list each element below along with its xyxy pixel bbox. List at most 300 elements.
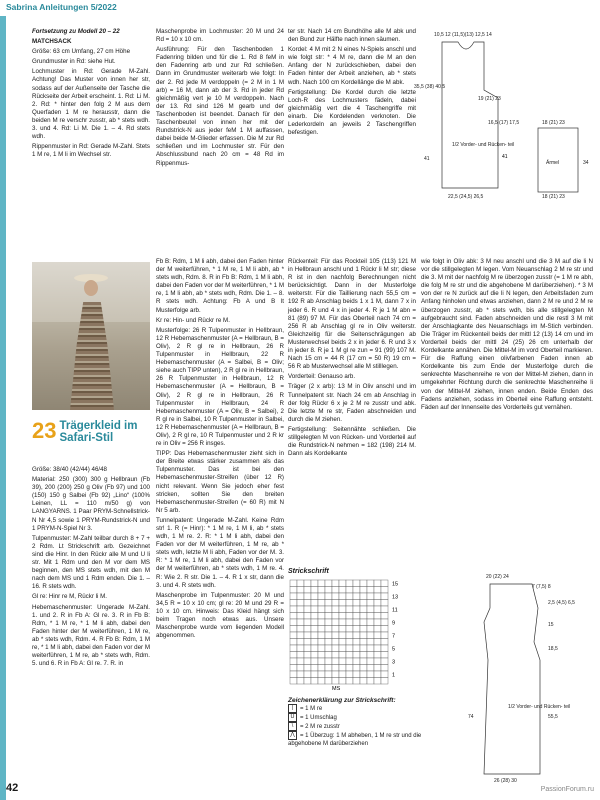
paragraph: TIPP: Das Hebemaschenmuster zieht sich in der Breite etwas stärker zusammen als das Tulpenmuster. Das ist bei den Hebemaschenmuster-Streifen (über 12 R) nicht relevant. Wenn Sie jedoch eher fest stricken, sollten Sie den breiten Hebemaschenmuster-Streifen (= 60 R) mit N Nr 5 arb. <box>156 450 284 514</box>
chart-cell <box>290 587 297 594</box>
chart-cell <box>332 613 339 620</box>
chart-cell <box>311 613 318 620</box>
chart-row-label: 3 <box>392 659 396 666</box>
chart-cell <box>374 613 381 620</box>
chart-cell <box>346 671 353 678</box>
chart-cell <box>367 671 374 678</box>
sidebar-accent <box>0 16 6 800</box>
chart-cell <box>332 587 339 594</box>
chart-cell <box>297 580 304 587</box>
chart-cell <box>360 645 367 652</box>
chart-cell <box>367 652 374 659</box>
chart-cell <box>339 639 346 646</box>
chart-cell <box>381 613 388 620</box>
dim-r1: 15 <box>548 622 554 628</box>
sweater-schematic <box>414 28 593 228</box>
chart-cell <box>374 593 381 600</box>
paragraph: Fb B: Rdm, 1 M li abh, dabei den Faden hinter der M weiterführen, * 1 M re, 1 M li abh, ab * stets wdh, Rdm. 8. R in Fb B: Rdm, 1 M li abh, dabei den Faden vor der M weiterführen, * 1 M re, 1 M li abh, ab * stets wdh, Rdm. Die 1. – 8. R stets wdh. Achtung: Fb A und B lt Musterfolge arb. <box>156 258 284 314</box>
chart-cell <box>325 671 332 678</box>
chart-cell <box>346 645 353 652</box>
column-2 <box>156 28 284 170</box>
chart-cell <box>318 652 325 659</box>
dress-schematic <box>428 568 593 788</box>
chart-cell <box>332 593 339 600</box>
chart-cell <box>374 587 381 594</box>
chart-cell <box>290 645 297 652</box>
chart-cell <box>332 658 339 665</box>
chart-cell <box>297 652 304 659</box>
paragraph: Kr re: Hin- und Rückr re M. <box>156 316 230 324</box>
chart-cell <box>318 580 325 587</box>
sleeve-side: 34 <box>583 160 589 166</box>
piece-label: 1/2 Vorder- und Rücken- teil <box>452 142 515 148</box>
chart-cell <box>304 658 311 665</box>
chart-cell <box>374 626 381 633</box>
chart-cell <box>353 645 360 652</box>
chart-cell <box>374 600 381 607</box>
chart-cell <box>381 658 388 665</box>
chart-cell <box>311 678 318 685</box>
chart-cell <box>360 619 367 626</box>
chart-cell <box>381 606 388 613</box>
chart-cell <box>311 639 318 646</box>
chart-cell <box>339 619 346 626</box>
dim-side-right: 41 <box>502 154 508 160</box>
chart-cell <box>311 626 318 633</box>
chart-cell <box>290 658 297 665</box>
legend-list <box>288 704 426 748</box>
chart-cell <box>339 658 346 665</box>
chart-cell <box>367 626 374 633</box>
chart-cell <box>346 678 353 685</box>
chart-cell <box>290 580 297 587</box>
paragraph: Kordel: 4 M mit 2 N eines N-Spiels anschl und wie folgt str: * 4 M re, dann die M an den Anfang der N zurückschieben, dabei den Faden hinter der Arbeit anziehen, ab * stets wdh. Nach 100 cm Kordellänge die M abk. <box>288 46 416 86</box>
chart-cell <box>339 665 346 672</box>
chart-cell <box>353 652 360 659</box>
chart-cell <box>304 619 311 626</box>
chart-cell <box>360 626 367 633</box>
chart-cell <box>318 587 325 594</box>
chart-cell <box>339 580 346 587</box>
chart-cell <box>304 652 311 659</box>
page-number: 42 <box>6 782 19 794</box>
chart-cell <box>353 613 360 620</box>
chart-cell <box>304 626 311 633</box>
chart-cell <box>290 652 297 659</box>
legend-item: U = 1 Umschlag <box>288 713 426 722</box>
paragraph: Musterfolge: 26 R Tulpenmuster in Hellbraun, 12 R Hebemaschenmuster (A = Hellbraun, B = Oliv), 2 R gl re in Hellbraun, 26 R Tulpenmuster in Hellbraun, 22 R Hebemaschenmuster (A = Salbei, B = Oliv; siehe auch TIPP unten), 2 R gl re in Hellbraun, 26 R Tulpenmuster in Hellbraun, 12 R Hebemaschenmuster (A = Hellbraun, B = Oliv), 2 R gl re in Hellbraun, 26 R Tulpenmuster in Hellbraun, 24 R Hebemaschenmuster (A = Oliv, B = Salbei), 2 R gl re in Salbei, 10 R Tulpenmuster in Salbei, 12 R Hebemaschenmuster (A = Hellbraun, B = Oliv), 2 R gl re, 10 R Tulpenmuster und 2 R kr re in Oliv = 256 R insges. <box>156 326 284 448</box>
paragraph: Grundmuster in Rd: siehe Hut. <box>32 58 116 66</box>
chart-cell <box>374 619 381 626</box>
legend-symbol: \ <box>288 722 297 731</box>
legend-symbol: U <box>288 713 297 722</box>
dim-r2: 18,5 <box>548 646 558 652</box>
chart-cell <box>332 580 339 587</box>
chart-cell <box>304 678 311 685</box>
chart-cell <box>381 587 388 594</box>
chart-row-label: 1 <box>392 672 396 679</box>
chart-cell <box>318 626 325 633</box>
continuation-note: Fortsetzung zu Modell 20 – 22 <box>32 28 120 35</box>
sleeve-label: Ärmel <box>546 160 560 166</box>
chart-cell <box>297 645 304 652</box>
chart-cell <box>339 671 346 678</box>
knitting-chart <box>288 568 426 773</box>
chart-cell <box>332 606 339 613</box>
chart-cell <box>325 626 332 633</box>
dim-t2: 2,5 (4,5) 6,5 <box>548 600 575 606</box>
chart-cell <box>374 671 381 678</box>
chart-cell <box>381 678 388 685</box>
chart-cell <box>325 587 332 594</box>
chart-cell <box>325 678 332 685</box>
paragraph: Vorderteil: Genauso arb. <box>288 373 356 381</box>
chart-cell <box>318 639 325 646</box>
chart-cell <box>339 678 346 685</box>
chart-cell <box>381 626 388 633</box>
chart-cell <box>318 665 325 672</box>
chart-cell <box>353 639 360 646</box>
chart-cell <box>360 580 367 587</box>
chart-cell <box>318 658 325 665</box>
chart-cell <box>367 645 374 652</box>
chart-cell <box>332 600 339 607</box>
chart-cell <box>290 613 297 620</box>
chart-cell <box>297 632 304 639</box>
chart-cell <box>374 665 381 672</box>
model-title-block <box>32 420 150 444</box>
chart-cell <box>346 626 353 633</box>
chart-cell <box>297 606 304 613</box>
paragraph: Maschenprobe im Tulpenmuster: 20 M und 34,5 R = 10 x 10 cm; gl re: 20 M und 29 R = 10 x 10 cm. Hinweis: Das Kleid hängt sich beim Tragen noch etwas aus. Unsere Maschenprobe wurde vom liegenden Modell abgenommen. <box>156 591 284 640</box>
dim-mid: 16,5 (17) 17,5 <box>488 120 520 126</box>
size-text: Größe: 63 cm Umfang, 27 cm Höhe <box>32 48 131 56</box>
chart-cell <box>346 639 353 646</box>
chart-cell <box>360 671 367 678</box>
chart-cell <box>367 587 374 594</box>
chart-cell <box>339 606 346 613</box>
chart-cell <box>346 665 353 672</box>
chart-cell <box>297 671 304 678</box>
chart-cell <box>339 652 346 659</box>
chart-cell <box>381 665 388 672</box>
chart-cell <box>311 658 318 665</box>
paragraph: wie folgt in Oliv abk: 3 M neu anschl und die 3 M auf die li N vor die stillgelegten M legen. Vom Neuanschlag 2 M re str und die 3. M mit der nachfolg M re überzogen zusstr (= 1 M re abh, die folg M re str und die abgehobene M darüberziehen). * 3 M von der re N zurück auf die li N legen, den Arbeitsfaden zum Anfang hinholen und etwas anziehen, dann 2 M re und 2 M re überzogen zusstr, ab * stets wdh, bis alle stillgelegten M aufgebraucht sind. Faden abschneiden und die restl 3 M mit der Anschlagkante des Neuanschlags im M-Stich verbinden. Die Träger im Rückenteil beids der mittl 12 (13) 14 cm und im Vorderteil beids der mittl 24 (25) 26 cm unterhalb der Kordelkante annähen. Die Mittel-M im vord Oberteil markieren. Für die Raffung einen olivfarbenen Faden innen ab Kordelkante bis zum Ende der Musterfolge durch die senkrechte Maschenreihe re von der Mittel-M ziehen, dann in umgekehrter Richtung durch die senkrechte Maschenreihe li von der Mittel-M ziehen, innen enden. Beide Enden des Fadens anziehen, sodass im Oberteil eine Raffung entsteht. Fäden auf der Innenseite des Vorderteils gut vernähen. <box>421 258 593 411</box>
paragraph: Rippenmuster in Rd: Gerade M-Zahl. Stets 1 M re, 1 M li im Wechsel str. <box>32 143 150 159</box>
chart-cell <box>353 606 360 613</box>
chart-cell <box>318 593 325 600</box>
chart-cell <box>367 619 374 626</box>
model-photo <box>32 262 150 410</box>
legend-title: Zeichenerklärung zur Strickschrift: <box>288 697 396 704</box>
chart-cell <box>353 658 360 665</box>
paragraph: Maschenprobe im Lochmuster: 20 M und 24 Rd = 10 x 10 cm. <box>156 28 284 44</box>
chart-cell <box>290 593 297 600</box>
chart-ms-label: MS <box>332 686 341 692</box>
chart-cell <box>353 580 360 587</box>
size-text: Größe: 38/40 (42/44) 46/48 <box>32 466 107 473</box>
legend-symbol: ⋀ <box>288 731 297 740</box>
chart-cell <box>332 652 339 659</box>
chart-cell <box>304 639 311 646</box>
chart-cell <box>332 665 339 672</box>
chart-cell <box>360 593 367 600</box>
chart-cell <box>353 626 360 633</box>
chart-cell <box>374 632 381 639</box>
chart-cell <box>360 587 367 594</box>
chart-cell <box>290 626 297 633</box>
chart-cell <box>290 632 297 639</box>
chart-cell <box>346 600 353 607</box>
chart-cell <box>325 652 332 659</box>
chart-cell <box>339 626 346 633</box>
chart-cell <box>332 671 339 678</box>
chart-cell <box>360 606 367 613</box>
chart-cell <box>346 606 353 613</box>
column-4 <box>32 466 150 670</box>
chart-cell <box>353 632 360 639</box>
chart-cell <box>297 639 304 646</box>
dim-top: 10,5 12 (11,5)(13) 12,5 14 <box>434 32 492 38</box>
chart-cell <box>325 619 332 626</box>
chart-cell <box>325 613 332 620</box>
column-6 <box>288 258 416 460</box>
chart-cell <box>304 580 311 587</box>
chart-cell <box>381 600 388 607</box>
chart-cell <box>304 606 311 613</box>
chart-cell <box>332 678 339 685</box>
chart-cell <box>353 671 360 678</box>
chart-cell <box>353 665 360 672</box>
chart-cell <box>318 632 325 639</box>
chart-cell <box>381 652 388 659</box>
chart-cell <box>346 593 353 600</box>
chart-cell <box>381 632 388 639</box>
chart-row-label: 15 <box>392 581 399 588</box>
chart-cell <box>339 645 346 652</box>
chart-cell <box>311 600 318 607</box>
chart-cell <box>360 678 367 685</box>
chart-cell <box>339 600 346 607</box>
chart-cell <box>318 645 325 652</box>
chart-cell <box>339 587 346 594</box>
chart-cell <box>346 613 353 620</box>
chart-cell <box>339 593 346 600</box>
chart-cell <box>290 665 297 672</box>
chart-cell <box>311 587 318 594</box>
chart-cell <box>290 671 297 678</box>
dim-side: 41 <box>424 156 430 162</box>
chart-cell <box>304 593 311 600</box>
chart-cell <box>332 619 339 626</box>
chart-cell <box>360 658 367 665</box>
chart-cell <box>297 626 304 633</box>
chart-cell <box>374 606 381 613</box>
chart-cell <box>297 593 304 600</box>
chart-cell <box>381 639 388 646</box>
chart-cell <box>332 645 339 652</box>
chart-cell <box>332 639 339 646</box>
chart-cell <box>311 593 318 600</box>
chart-cell <box>381 593 388 600</box>
chart-cell <box>374 645 381 652</box>
chart-title: Strickschrift <box>288 568 329 575</box>
chart-cell <box>346 658 353 665</box>
chart-cell <box>311 580 318 587</box>
chart-cell <box>297 678 304 685</box>
chart-cell <box>290 639 297 646</box>
chart-cell <box>304 587 311 594</box>
chart-cell <box>367 678 374 685</box>
chart-cell <box>381 619 388 626</box>
paragraph: Fertigstellung: Seitennähte schließen. Die stillgelegten M von Rücken- und Vorderteil auf die Rundstrick-N nehmen = 182 (198) 214 M. Dann als Kordelkante <box>288 425 416 458</box>
sleeve-bottom: 18 (21) 23 <box>542 194 565 200</box>
paragraph: Tunnelpatent: Ungerade M-Zahl. Keine Rdm str! 1. R (= Hinr): * 1 M re, 1 M li, ab * stets wdh, 1 M re. 2. R: * 1 M li abh, dabei den Faden vor der M weiterführen, 1 M re, ab * stets wdh, letzte M li abh, Faden vor der M. 3. R: * 1 M re, 1 M li abh, dabei den Faden vor der M weiterführen, ab * stets wdh, 1 M re. 4. R: Wie 2. R str. Die 1. – 4. R 1 x str, dann die 3. und 4. R stets wdh. <box>156 516 284 589</box>
chart-cell <box>360 665 367 672</box>
chart-cell <box>374 678 381 685</box>
chart-cell <box>367 613 374 620</box>
chart-cell <box>332 632 339 639</box>
chart-cell <box>297 613 304 620</box>
chart-cell <box>311 606 318 613</box>
dim-top: 20 (22) 24 <box>486 574 509 580</box>
dim-t1: 7 (7,5) 8 <box>532 584 551 590</box>
chart-row-label: 9 <box>392 620 396 627</box>
paragraph: Lochmuster in Rd: Gerade M-Zahl. Achtung! Das Muster von innen her str, sodass auf der Außenseite der Tasche die Rückseite der Arbeit erscheint. 1. Rd: Li M. 2. Rd: * hinter den folg 2 M aus dem Querfaden 1 M re herausstr, dann die beiden M re verschr zusstr, ab * stets wdh. 3. und 4. Rd: Li M. Die 1. – 4. Rd stets wdh. <box>32 68 150 141</box>
chart-cell <box>297 665 304 672</box>
chart-cell <box>353 587 360 594</box>
chart-cell <box>374 580 381 587</box>
paragraph: Hebemaschenmuster: Ungerade M-Zahl. 1. und 2. R in Fb A: Gl re. 3. R in Fb B: Rdm, * 1 M re, * 1 M li abh, dabei den Faden hinter der M weiterführen, 1 M re, ab * stets wdh, Rdm. 4. R Fb B: Rdm, 1 M re, * 1 M li abh, dabei den Faden vor der M weiterführen, 1 M re, ab * stets wdh, Rdm. 5. und 6. R in Fb A: Gl re. 7. R. in <box>32 603 150 668</box>
chart-cell <box>311 665 318 672</box>
chart-cell <box>304 665 311 672</box>
chart-cell <box>353 678 360 685</box>
dim-side: 74 <box>468 714 474 720</box>
chart-cell <box>374 652 381 659</box>
chart-cell <box>325 658 332 665</box>
chart-cell <box>381 580 388 587</box>
chart-cell <box>367 639 374 646</box>
chart-cell <box>304 600 311 607</box>
paragraph: Rückenteil: Für das Rockteil 105 (113) 121 M in Hellbraun anschl und 1 Rückr li M str; diese R ist in den nachfolg Berechnungen nicht berücksichtigt. Dann in der Musterfolge weiterstr. Für die Taillierung nach 55,5 cm = 192 R ab Anschlag beids 1 x 1 M, dann 7 x in jeder 6. R und 4 x in jeder 4. R je 1 M abn = 81 (89) 97 M. Für das Oberteil nach 74 cm = 256 R ab Anschlag gl re in Oliv weiterstr. Gleichzeitig für die Seitenschrägungen ab Musterwechsel beids 2 x in jeder 6. R und 3 x in jeder 8. R je 1 M gl re zun = 91 (99) 107 M. Nach 15 cm = 44 R (17 cm = 50 R) 19 cm = 56 R ab Musterwechsel alle M stilllegen. <box>288 258 416 371</box>
model-number: 23 <box>32 418 57 443</box>
chart-cell <box>325 606 332 613</box>
chart-row-label: 11 <box>392 607 398 614</box>
chart-cell <box>304 645 311 652</box>
chart-cell <box>304 613 311 620</box>
chart-cell <box>367 665 374 672</box>
chart-cell <box>290 606 297 613</box>
paragraph: Tulpenmuster: M-Zahl teilbar durch 8 + 7 + 2 Rdm. Lt Strickschrift arb. Gezeichnet sind die Hinr. In den Rückr alle M und U li str. Mit 1 Rdm und den M vor dem MS beginnen, den MS stets wdh, mit den M nach dem MS und 1 Rdm enden. Die 1. – 16. R stets wdh. <box>32 534 150 591</box>
magazine-header: Sabrina Anleitungen 5/2022 <box>6 2 117 12</box>
chart-cell <box>297 587 304 594</box>
chart-cell <box>353 593 360 600</box>
chart-cell <box>297 600 304 607</box>
section-heading: MATCHSACK <box>32 38 72 46</box>
sleeve-top: 18 (21) 23 <box>542 120 565 126</box>
model-title: Trägerkleid im Safari-Stil <box>59 420 138 444</box>
column-3 <box>288 28 416 139</box>
dim-bottom: 26 (28) 30 <box>494 778 517 784</box>
chart-cell <box>374 658 381 665</box>
chart-cell <box>290 600 297 607</box>
column-5 <box>156 258 284 642</box>
chart-cell <box>346 632 353 639</box>
chart-cell <box>346 580 353 587</box>
chart-cell <box>374 639 381 646</box>
chart-cell <box>304 671 311 678</box>
chart-cell <box>339 632 346 639</box>
chart-cell <box>360 639 367 646</box>
column-1 <box>32 28 150 161</box>
legend-item: ⋀ = 1 Überzug: 1 M abheben, 1 M re str und die abgehobene M darüberziehen <box>288 732 422 748</box>
paragraph: ter str. Nach 14 cm Bundhöhe alle M abk und den Bund zur Hälfte nach innen säumen. <box>288 28 416 44</box>
chart-grid <box>288 578 426 692</box>
chart-cell <box>318 613 325 620</box>
chart-cell <box>353 600 360 607</box>
dim-r3: 55,5 <box>548 714 558 720</box>
chart-cell <box>318 600 325 607</box>
chart-row-label: 13 <box>392 594 399 601</box>
chart-cell <box>290 619 297 626</box>
chart-cell <box>325 632 332 639</box>
chart-row-label: 7 <box>392 633 396 640</box>
chart-cell <box>311 632 318 639</box>
chart-cell <box>381 671 388 678</box>
chart-cell <box>318 678 325 685</box>
chart-cell <box>332 626 339 633</box>
paragraph: Material: 250 (300) 300 g Hellbraun (Fb 39), 200 (200) 250 g Oliv (Fb 97) und 100 (150) 150 g Salbei (Fb 92) „Lino“ (100% Leinen, LL = 110 m/50 g) von LANGYARNS. 1 Paar PRYM-Schnellstrick-N Nr 4,5 sowie 1 PRYM-Rundstrick-N und 1 PRYM-N-Spiel Nr 3. <box>32 476 150 532</box>
chart-cell <box>367 580 374 587</box>
chart-cell <box>290 678 297 685</box>
paragraph: Gl re: Hinr re M, Rückr li M. <box>32 593 107 601</box>
paragraph: Fertigstellung: Die Kordel durch die letzte Loch-R des Lochmusters fädeln, dabei gleichmäßig vert die 4 Taschengriffe mit einarb. Die Kordelenden verknoten. Die Lederkordeln an jeweils 2 Taschengriffen befestigen. <box>288 88 416 137</box>
chart-cell <box>325 639 332 646</box>
chart-cell <box>360 613 367 620</box>
chart-cell <box>318 671 325 678</box>
chart-cell <box>325 593 332 600</box>
paragraph: Ausführung: Für den Taschenboden 1 Fadenring bilden und für die 1. Rd 8 feM in den Fadenring arb und zur Rd schließen. Dann im Grundmuster weiterarb wie folgt: In der 2. Rd jede M verdoppeln (= 2 M in 1 M arb) = 16 M, dann ab der 3. Rd in jeder Rd gleichmäßig vert je 10 M verdoppeln. Nach der 13. Rd sind 126 M gearb und der Taschenboden ist beendet. Danach für den Taschenbeutel von innen her mit der Rundstrick-N aus jeder feM 1 M auffassen, dabei beide M-Glieder erfassen. Die M zur Rd schließen und im Lochmuster str. Für den Abschlussbund nach 20 cm = 48 Rd im Rippenmus- <box>156 46 284 167</box>
chart-cell <box>360 652 367 659</box>
chart-cell <box>297 619 304 626</box>
chart-row-label: 5 <box>392 646 396 653</box>
chart-cell <box>318 606 325 613</box>
legend-item: | = 1 M re <box>288 704 426 713</box>
chart-cell <box>381 645 388 652</box>
chart-cell <box>311 619 318 626</box>
chart-cell <box>311 671 318 678</box>
chart-cell <box>367 658 374 665</box>
chart-cell <box>325 665 332 672</box>
column-7 <box>421 258 593 414</box>
chart-cell <box>325 645 332 652</box>
chart-cell <box>346 619 353 626</box>
chart-cell <box>311 645 318 652</box>
legend-symbol: | <box>288 704 297 713</box>
paragraph: Träger (2 x arb): 13 M in Oliv anschl und im Tunnelpatent str. Nach 24 cm ab Anschlag in der folg Rückr 6 x je 2 M re zusstr und abk. Die letzte M re str, Faden abschneiden und durch die M ziehen. <box>288 383 416 423</box>
chart-cell <box>367 600 374 607</box>
chart-cell <box>367 632 374 639</box>
dim-bottom: 22,5 (24,5) 26,5 <box>448 194 484 200</box>
chart-cell <box>318 619 325 626</box>
chart-cell <box>353 619 360 626</box>
chart-cell <box>339 613 346 620</box>
piece-label: 1/2 Vorder- und Rücken- teil <box>508 704 571 710</box>
dim-right: 19 (21) 23 <box>478 96 501 102</box>
dim-left: 35,5 (38) 40,5 <box>414 84 446 90</box>
chart-cell <box>367 593 374 600</box>
chart-cell <box>325 600 332 607</box>
